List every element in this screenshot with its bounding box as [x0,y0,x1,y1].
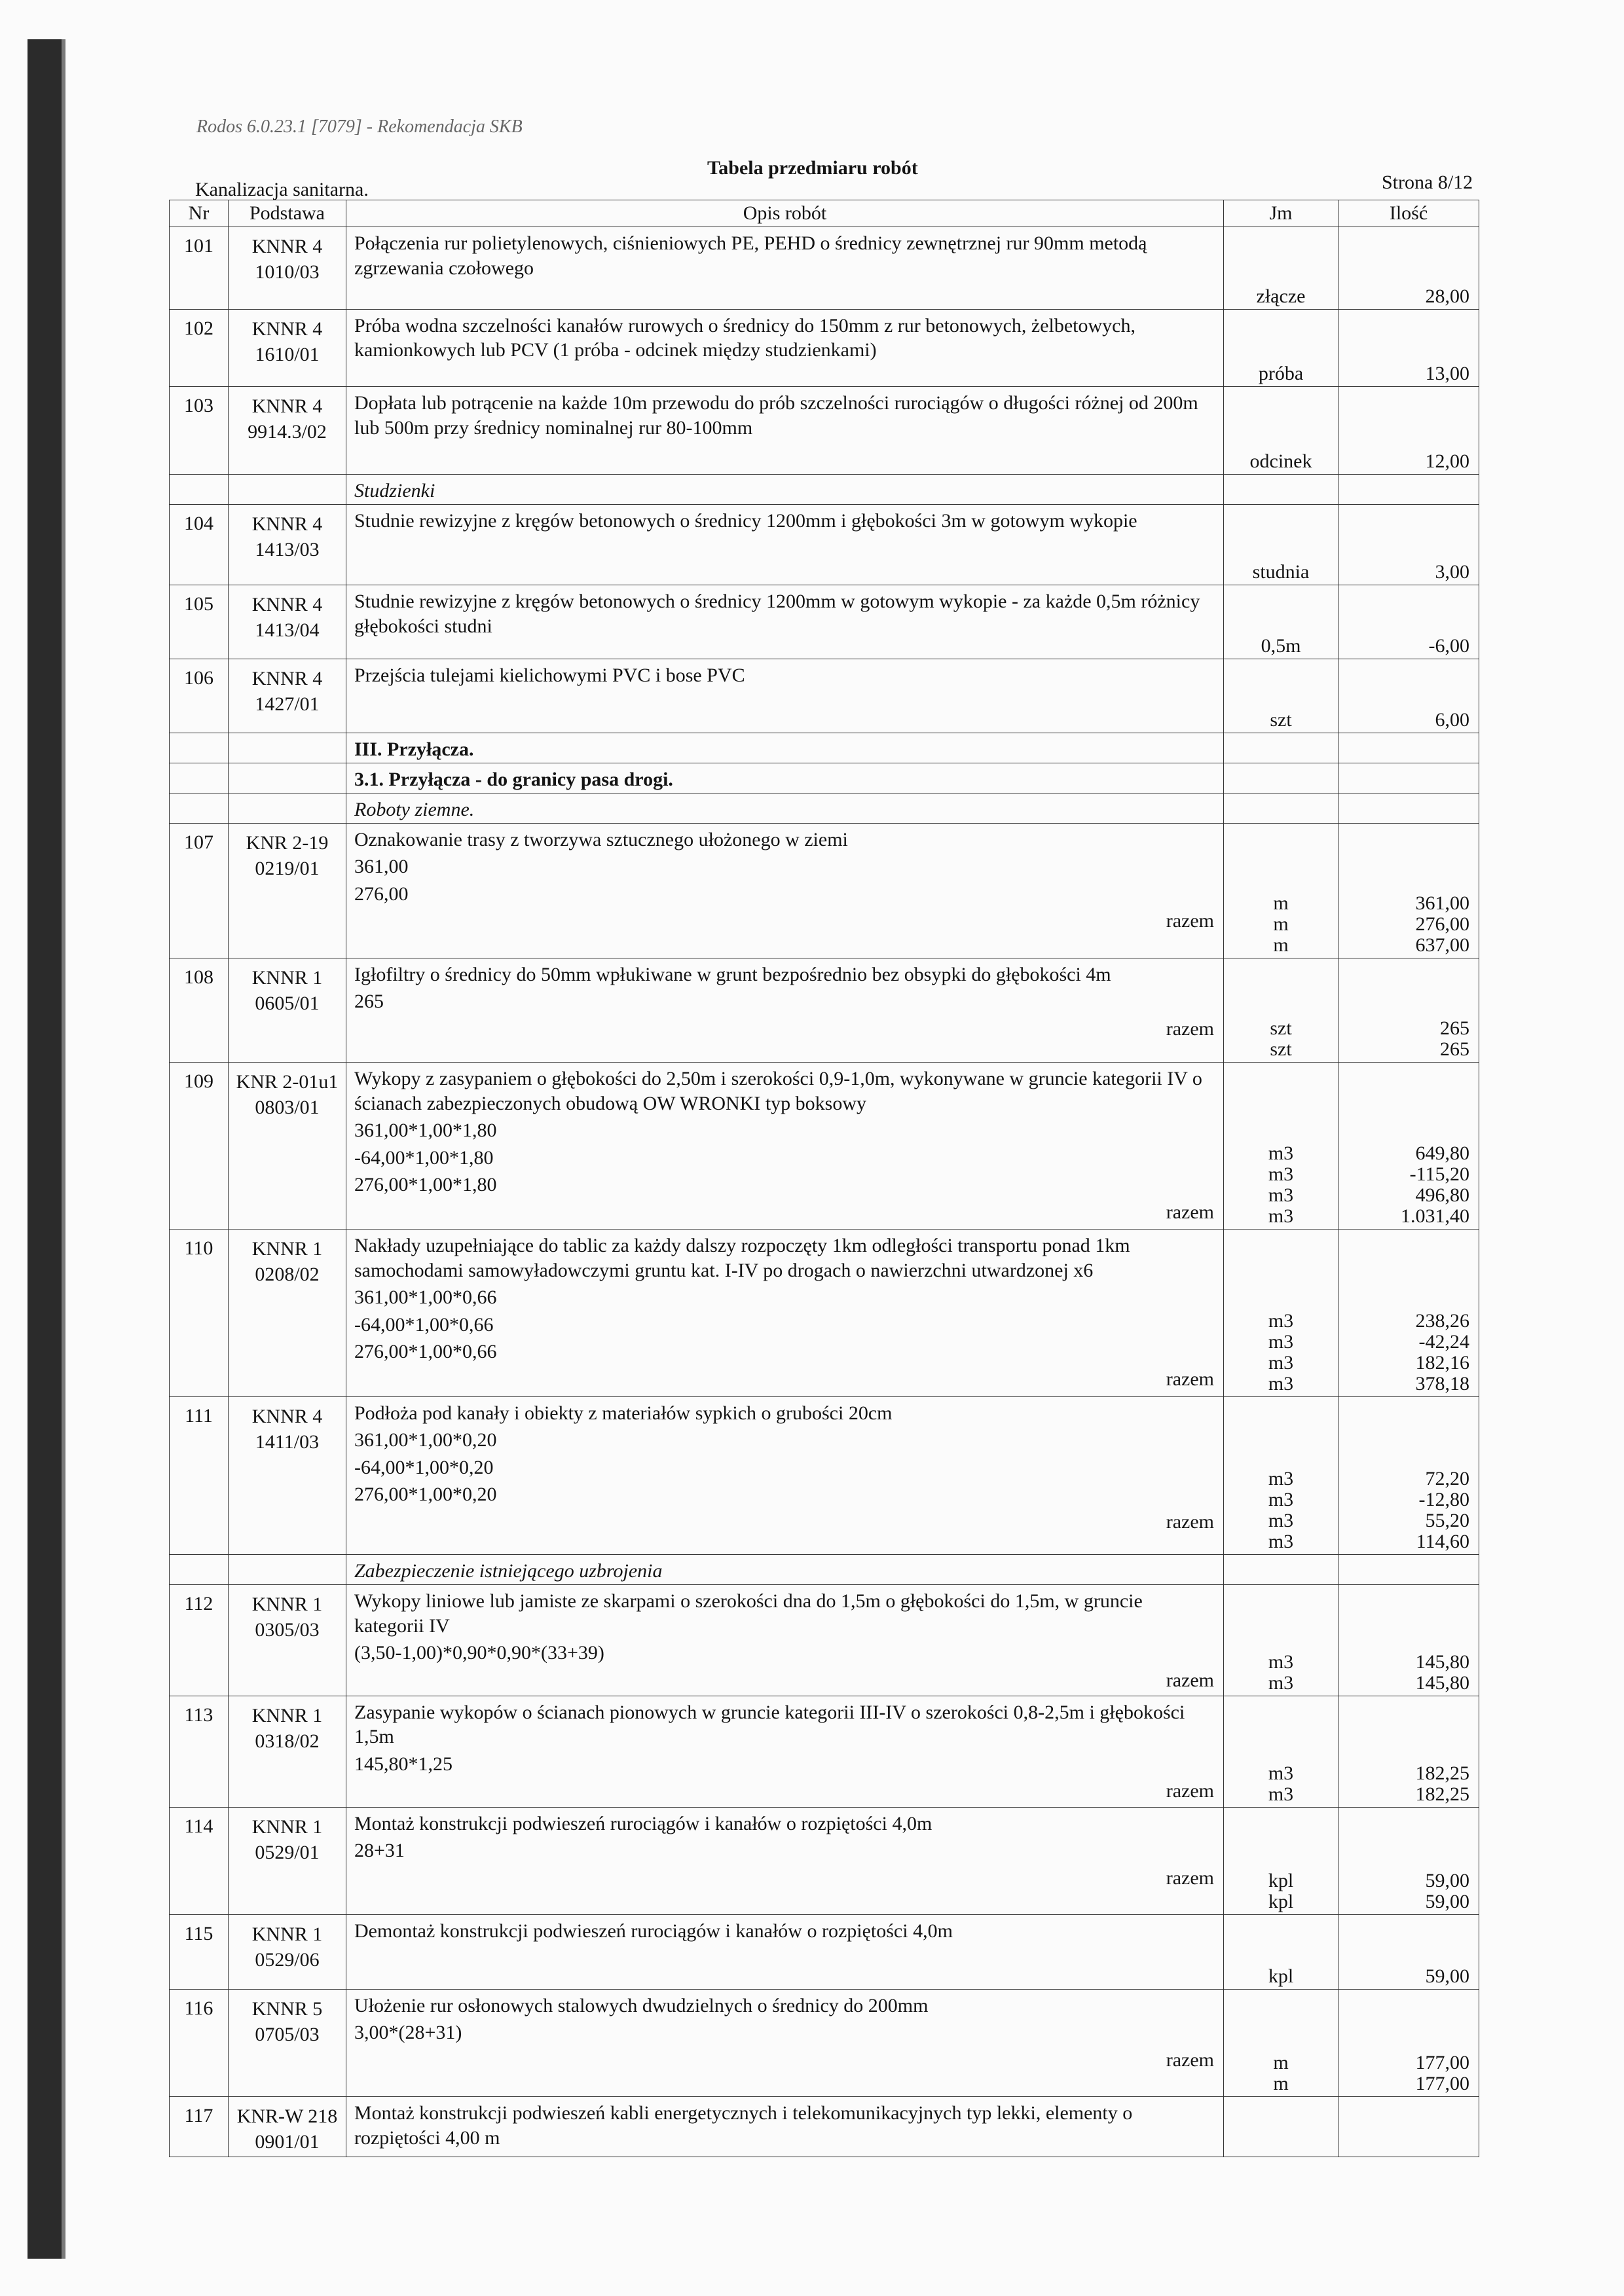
calculation-line: 265 [354,991,384,1013]
unit-value: odcinek [1249,450,1312,472]
basis-line: KNNR 4 [251,318,323,340]
unit-cell [1224,659,1338,733]
quantity-value: 6,00 [1435,709,1469,731]
table-row [170,1063,1479,1230]
description-text: Nakłady uzupełniające do tablic za każdy dalszy rozpoczęty 1km odległości transportu ponad 1km samochodami samowyładowczymi gruntu kat. I-IV po drogach o nawierzchni utwardzonej x6 [354,1235,1130,1281]
quantity-value: 72,20 [1425,1468,1469,1490]
quantity-value: 649,80 [1415,1142,1469,1165]
unit-value: 0,5m [1261,635,1301,657]
description-text: Próba wodna szczelności kanałów rurowych o średnicy do 150mm z rur betonowych, żelbetowych, kamionkowych lub PCV (1 próba - odcinek między studzienkami) [354,314,1135,361]
quantity-value: 182,16 [1415,1351,1469,1374]
quantity-value: 114,60 [1416,1531,1469,1553]
cell-empty [1224,733,1338,763]
unit-value: m3 [1268,1163,1294,1186]
item-basis [229,1396,346,1555]
basis-line: KNNR 4 [251,513,323,535]
section-row [170,763,1479,793]
basis-line: 0219/01 [255,857,320,879]
col-header-podstawa: Podstawa [229,200,346,227]
item-basis [229,659,346,733]
unit-value: m [1273,2052,1289,2074]
item-basis [229,387,346,475]
quantity-value: -42,24 [1418,1330,1469,1353]
section-title: III. Przyłącza. [346,733,1224,763]
table-row [170,659,1479,733]
item-basis [229,1807,346,1915]
basis-line: 0208/02 [255,1264,320,1286]
basis-line: 9914.3/02 [248,421,327,443]
basis-line: KNR 2-01u1 [236,1071,339,1093]
sum-label: razem [1166,1201,1214,1223]
basis-line: KNNR 4 [251,1405,323,1427]
description-text: Przejścia tulejami kielichowymi PVC i bose PVC [354,665,745,687]
table-row [170,387,1479,475]
unit-cell [1224,1807,1338,1915]
item-basis [229,823,346,958]
calculation-line: 276,00 [354,883,409,905]
basis-line: 1413/04 [255,619,320,642]
sum-label: razem [1166,1368,1214,1390]
unit-value: kpl [1268,1891,1294,1913]
item-basis [229,1915,346,1989]
item-description [346,1230,1224,1396]
unit-value: szt [1270,1017,1292,1040]
quantity-value: 59,00 [1425,1965,1469,1987]
cell-empty [170,793,229,824]
quantity-value: 55,20 [1425,1510,1469,1532]
item-basis [229,1230,346,1396]
quantity-value: 182,25 [1415,1783,1469,1805]
item-description [346,1396,1224,1555]
unit-value: m3 [1268,1650,1294,1673]
cell-empty [1224,793,1338,824]
unit-cell [1224,504,1338,585]
calculation-line: 361,00 [354,856,409,878]
unit-value: m3 [1268,1142,1294,1165]
section-row [170,1555,1479,1585]
quantity-value: 59,00 [1425,1891,1469,1913]
unit-cell [1224,1696,1338,1807]
quantity-cell [1338,1915,1479,1989]
basis-line: 1610/01 [255,343,320,365]
unit-value: m3 [1268,1184,1294,1207]
item-description [346,1807,1224,1915]
section-title: 3.1. Przyłącza - do granicy pasa drogi. [346,763,1224,793]
sum-label: razem [1166,2049,1214,2071]
description-text: Oznakowanie trasy z tworzywa sztucznego ułożonego w ziemi [354,828,848,850]
item-basis [229,585,346,659]
item-number: 113 [170,1696,229,1807]
item-number: 107 [170,823,229,958]
cell-empty [1338,793,1479,824]
unit-value: m [1273,2073,1289,2095]
col-header-ilosc: Ilość [1338,200,1479,227]
basis-line: 0529/06 [255,1949,320,1971]
quantity-value: 145,80 [1415,1671,1469,1694]
quantity-value: 28,00 [1425,285,1469,307]
item-description [346,659,1224,733]
sum-label: razem [1166,1780,1214,1802]
section-row [170,733,1479,763]
sum-label: razem [1166,1669,1214,1691]
item-description [346,1585,1224,1696]
table-row [170,1915,1479,1989]
unit-value: m3 [1268,1372,1294,1394]
item-number: 115 [170,1915,229,1989]
item-basis [229,958,346,1063]
quantity-cell [1338,2097,1479,2157]
item-basis [229,309,346,386]
sum-label: razem [1166,1017,1214,1040]
unit-cell [1224,1396,1338,1555]
quantity-value: 378,18 [1415,1372,1469,1394]
unit-value: studnia [1252,561,1310,583]
description-text: Igłofiltry o średnicy do 50mm wpłukiwane w grunt bezpośrednio bez obsypki do głębokości 4m [354,963,1111,985]
quantity-cell [1338,958,1479,1063]
item-basis [229,1063,346,1230]
basis-line: KNR-W 218 [236,2105,338,2128]
basis-line: KNR 2-19 [246,831,329,854]
item-number: 101 [170,227,229,310]
basis-line: 0901/01 [255,2131,320,2153]
quantity-value: -12,80 [1418,1489,1469,1511]
page-number: Strona 8/12 [1382,172,1473,193]
item-basis [229,227,346,310]
unit-value: m3 [1268,1330,1294,1353]
cell-empty [170,733,229,763]
table-row [170,1989,1479,2097]
cell-empty [229,763,346,793]
item-number: 109 [170,1063,229,1230]
unit-value: m3 [1268,1783,1294,1805]
calculation-line: 276,00*1,00*0,66 [354,1341,497,1363]
unit-value: m3 [1268,1468,1294,1490]
quantity-value: 12,00 [1425,450,1469,472]
description-text: Wykopy liniowe lub jamiste ze skarpami o szerokości dna do 1,5m o głębokości do 1,5m, w gruncie kategorii IV [354,1590,1143,1637]
item-number: 103 [170,387,229,475]
basis-line: 1411/03 [255,1430,320,1453]
scan-edge-shadow [62,39,65,2259]
quantity-value: 177,00 [1415,2073,1469,2095]
quantity-value: 496,80 [1415,1184,1469,1207]
quantity-cell [1338,227,1479,310]
basis-line: KNNR 1 [251,1923,323,1946]
calculation-line: 361,00*1,00*0,20 [354,1429,497,1451]
item-number: 112 [170,1585,229,1696]
description-text: Studnie rewizyjne z kręgów betonowych o średnicy 1200mm i głębokości 3m w gotowym wykopie [354,509,1137,532]
item-description [346,958,1224,1063]
unit-value: m3 [1268,1309,1294,1332]
unit-cell [1224,387,1338,475]
item-basis [229,504,346,585]
unit-cell [1224,1989,1338,2097]
unit-value: próba [1258,363,1304,385]
item-description [346,309,1224,386]
col-header-opis: Opis robót [346,200,1224,227]
calculation-line: 361,00*1,00*1,80 [354,1120,497,1142]
quantity-cell [1338,1585,1479,1696]
quantity-value: 182,25 [1415,1762,1469,1784]
quantity-cell [1338,1989,1479,2097]
quantity-value: 1.031,40 [1401,1205,1469,1228]
item-description [346,2097,1224,2157]
description-text: Ułożenie rur osłonowych stalowych dwudzielnych o średnicy do 200mm [354,1994,929,2016]
item-number: 104 [170,504,229,585]
calculation-line: (3,50-1,00)*0,90*0,90*(33+39) [354,1642,604,1664]
quantity-value: 265 [1440,1038,1469,1061]
table-row [170,823,1479,958]
quantity-cell [1338,823,1479,958]
basis-line: 0705/03 [255,2023,320,2045]
cell-empty [1338,733,1479,763]
scan-edge [28,39,62,2259]
unit-value: m3 [1268,1510,1294,1532]
item-description [346,387,1224,475]
table-row [170,585,1479,659]
quantity-value: 13,00 [1425,363,1469,385]
cell-empty [1338,1555,1479,1585]
section-title: Roboty ziemne. [346,793,1224,824]
cell-empty [229,1555,346,1585]
basis-line: KNNR 1 [251,966,323,989]
quantity-value: -6,00 [1428,635,1469,657]
cell-empty [1224,474,1338,504]
unit-cell [1224,958,1338,1063]
description-text: Połączenia rur polietylenowych, ciśnieniowych PE, PEHD o średnicy zewnętrznej rur 90mm metodą zgrzewania czołowego [354,232,1147,279]
basis-line: 0305/03 [255,1619,320,1641]
table-row [170,1230,1479,1396]
col-header-nr: Nr [170,200,229,227]
item-number: 108 [170,958,229,1063]
calculation-line: -64,00*1,00*1,80 [354,1146,494,1169]
quantity-value: -115,20 [1409,1163,1469,1186]
item-description [346,504,1224,585]
item-description [346,227,1224,310]
description-text: Podłoża pod kanały i obiekty z materiałów sypkich o grubości 20cm [354,1402,893,1424]
document-title: Tabela przedmiaru robót [707,157,918,179]
unit-value: m3 [1268,1489,1294,1511]
item-number: 102 [170,309,229,386]
quantity-value: 276,00 [1415,913,1469,935]
unit-cell [1224,309,1338,386]
unit-value: kpl [1268,1870,1294,1892]
calculation-line: 28+31 [354,1840,405,1862]
sum-label: razem [1166,1510,1214,1533]
basis-line: 1413/03 [255,538,320,560]
basis-line: KNNR 4 [251,236,323,258]
section-row [170,793,1479,824]
item-number: 105 [170,585,229,659]
description-text: Demontaż konstrukcji podwieszeń rurociągów i kanałów o rozpiętości 4,0m [354,1920,953,1942]
table-row [170,227,1479,310]
cell-empty [229,474,346,504]
table-row [170,504,1479,585]
table-body [170,200,1479,2157]
quantity-cell [1338,659,1479,733]
quantity-value: 361,00 [1415,892,1469,914]
quantity-value: 637,00 [1415,934,1469,956]
unit-value: m3 [1268,1671,1294,1694]
item-number: 116 [170,1989,229,2097]
cell-empty [229,733,346,763]
quantity-cell [1338,309,1479,386]
item-basis [229,1696,346,1807]
basis-line: 1427/01 [255,693,320,716]
table-row [170,1585,1479,1696]
table-row [170,958,1479,1063]
basis-line: KNNR 1 [251,1704,323,1726]
quantity-cell [1338,1063,1479,1230]
cell-empty [170,763,229,793]
cell-empty [170,1555,229,1585]
table-row [170,2097,1479,2157]
description-text: Studnie rewizyjne z kręgów betonowych o średnicy 1200mm w gotowym wykopie - za każde 0,5m różnicy głębokości studni [354,591,1200,637]
item-description [346,1989,1224,2097]
unit-cell [1224,2097,1338,2157]
quantity-cell [1338,1396,1479,1555]
quantity-cell [1338,1230,1479,1396]
cell-empty [170,474,229,504]
basis-line: KNNR 1 [251,1594,323,1616]
item-description [346,823,1224,958]
table-row [170,1396,1479,1555]
calculation-line: 276,00*1,00*0,20 [354,1484,497,1506]
description-text: Montaż konstrukcji podwieszeń rurociągów i kanałów o rozpiętości 4,0m [354,1812,932,1834]
item-number: 117 [170,2097,229,2157]
item-description [346,1696,1224,1807]
quantity-value: 59,00 [1425,1870,1469,1892]
unit-value: szt [1270,709,1292,731]
unit-value: m3 [1268,1351,1294,1374]
unit-cell [1224,1915,1338,1989]
calculation-line: 276,00*1,00*1,80 [354,1174,497,1196]
item-number: 111 [170,1396,229,1555]
unit-value: szt [1270,1038,1292,1061]
section-title: Studzienki [346,474,1224,504]
basis-line: KNNR 4 [251,668,323,690]
description-text: Zasypanie wykopów o ścianach pionowych w gruncie kategorii III-IV o szerokości 0,8-2,5m i głębokości 1,5m [354,1701,1185,1748]
cell-empty [1224,1555,1338,1585]
unit-value: m [1273,934,1289,956]
sum-label: razem [1166,910,1214,932]
basis-line: KNNR 1 [251,1238,323,1260]
calculation-line: 3,00*(28+31) [354,2022,462,2044]
item-basis [229,1989,346,2097]
basis-line: KNNR 5 [251,1997,323,2020]
table-row [170,1807,1479,1915]
table-row [170,1696,1479,1807]
item-number: 110 [170,1230,229,1396]
unit-cell [1224,1230,1338,1396]
unit-cell [1224,227,1338,310]
unit-cell [1224,1585,1338,1696]
sum-label: razem [1166,1867,1214,1889]
unit-value: kpl [1268,1965,1294,1987]
basis-line: KNNR 1 [251,1815,323,1838]
quantity-value: 238,26 [1415,1309,1469,1332]
unit-cell [1224,585,1338,659]
cost-estimate-table [169,200,1479,2157]
cell-empty [1338,763,1479,793]
item-description [346,1063,1224,1230]
item-description [346,585,1224,659]
item-basis [229,1585,346,1696]
unit-value: m3 [1268,1205,1294,1228]
description-text: Dopłata lub potrącenie na każde 10m przewodu do prób szczelności rurociągów o długości różnej od 200m lub 500m przy średnicy nominalnej rur 80-100mm [354,392,1198,439]
unit-cell [1224,1063,1338,1230]
unit-cell [1224,823,1338,958]
quantity-value: 145,80 [1415,1650,1469,1673]
description-text: Montaż konstrukcji podwieszeń kabli energetycznych i telekomunikacyjnych typ lekki, elementy o rozpiętości 4,00 m [354,2102,1133,2149]
quantity-cell [1338,387,1479,475]
basis-line: KNNR 4 [251,594,323,616]
section-row [170,474,1479,504]
basis-line: KNNR 4 [251,395,323,418]
item-basis [229,2097,346,2157]
unit-value: m [1273,892,1289,914]
item-number: 114 [170,1807,229,1915]
basis-line: 0803/01 [255,1097,320,1119]
description-text: Wykopy z zasypaniem o głębokości do 2,50m i szerokości 0,9-1,0m, wykonywane w gruncie kategorii IV o ścianach zabezpieczonych obudową OW WRONKI typ boksowy [354,1068,1202,1114]
cell-empty [229,793,346,824]
calculation-line: 361,00*1,00*0,66 [354,1286,497,1309]
basis-line: 0529/01 [255,1841,320,1863]
calculation-line: -64,00*1,00*0,20 [354,1456,494,1478]
table-row [170,309,1479,386]
col-header-jm: Jm [1224,200,1338,227]
section-name: Kanalizacja sanitarna. [195,179,369,200]
cell-empty [1224,763,1338,793]
unit-value: m3 [1268,1762,1294,1784]
unit-value: m3 [1268,1531,1294,1553]
item-number: 106 [170,659,229,733]
unit-value: m [1273,913,1289,935]
quantity-value: 265 [1440,1017,1469,1040]
quantity-cell [1338,1696,1479,1807]
calculation-line: -64,00*1,00*0,66 [354,1313,494,1336]
quantity-value: 3,00 [1435,561,1469,583]
basis-line: 1010/03 [255,261,320,283]
quantity-cell [1338,585,1479,659]
basis-line: 0605/01 [255,992,320,1014]
software-header: Rodos 6.0.23.1 [7079] - Rekomendacja SKB [196,117,523,137]
table-header-row [170,200,1479,227]
item-description [346,1915,1224,1989]
unit-value: złącze [1256,285,1306,307]
quantity-value: 177,00 [1415,2052,1469,2074]
quantity-cell [1338,1807,1479,1915]
quantity-cell [1338,504,1479,585]
cell-empty [1338,474,1479,504]
section-title: Zabezpieczenie istniejącego uzbrojenia [346,1555,1224,1585]
basis-line: 0318/02 [255,1730,320,1752]
calculation-line: 145,80*1,25 [354,1753,452,1775]
